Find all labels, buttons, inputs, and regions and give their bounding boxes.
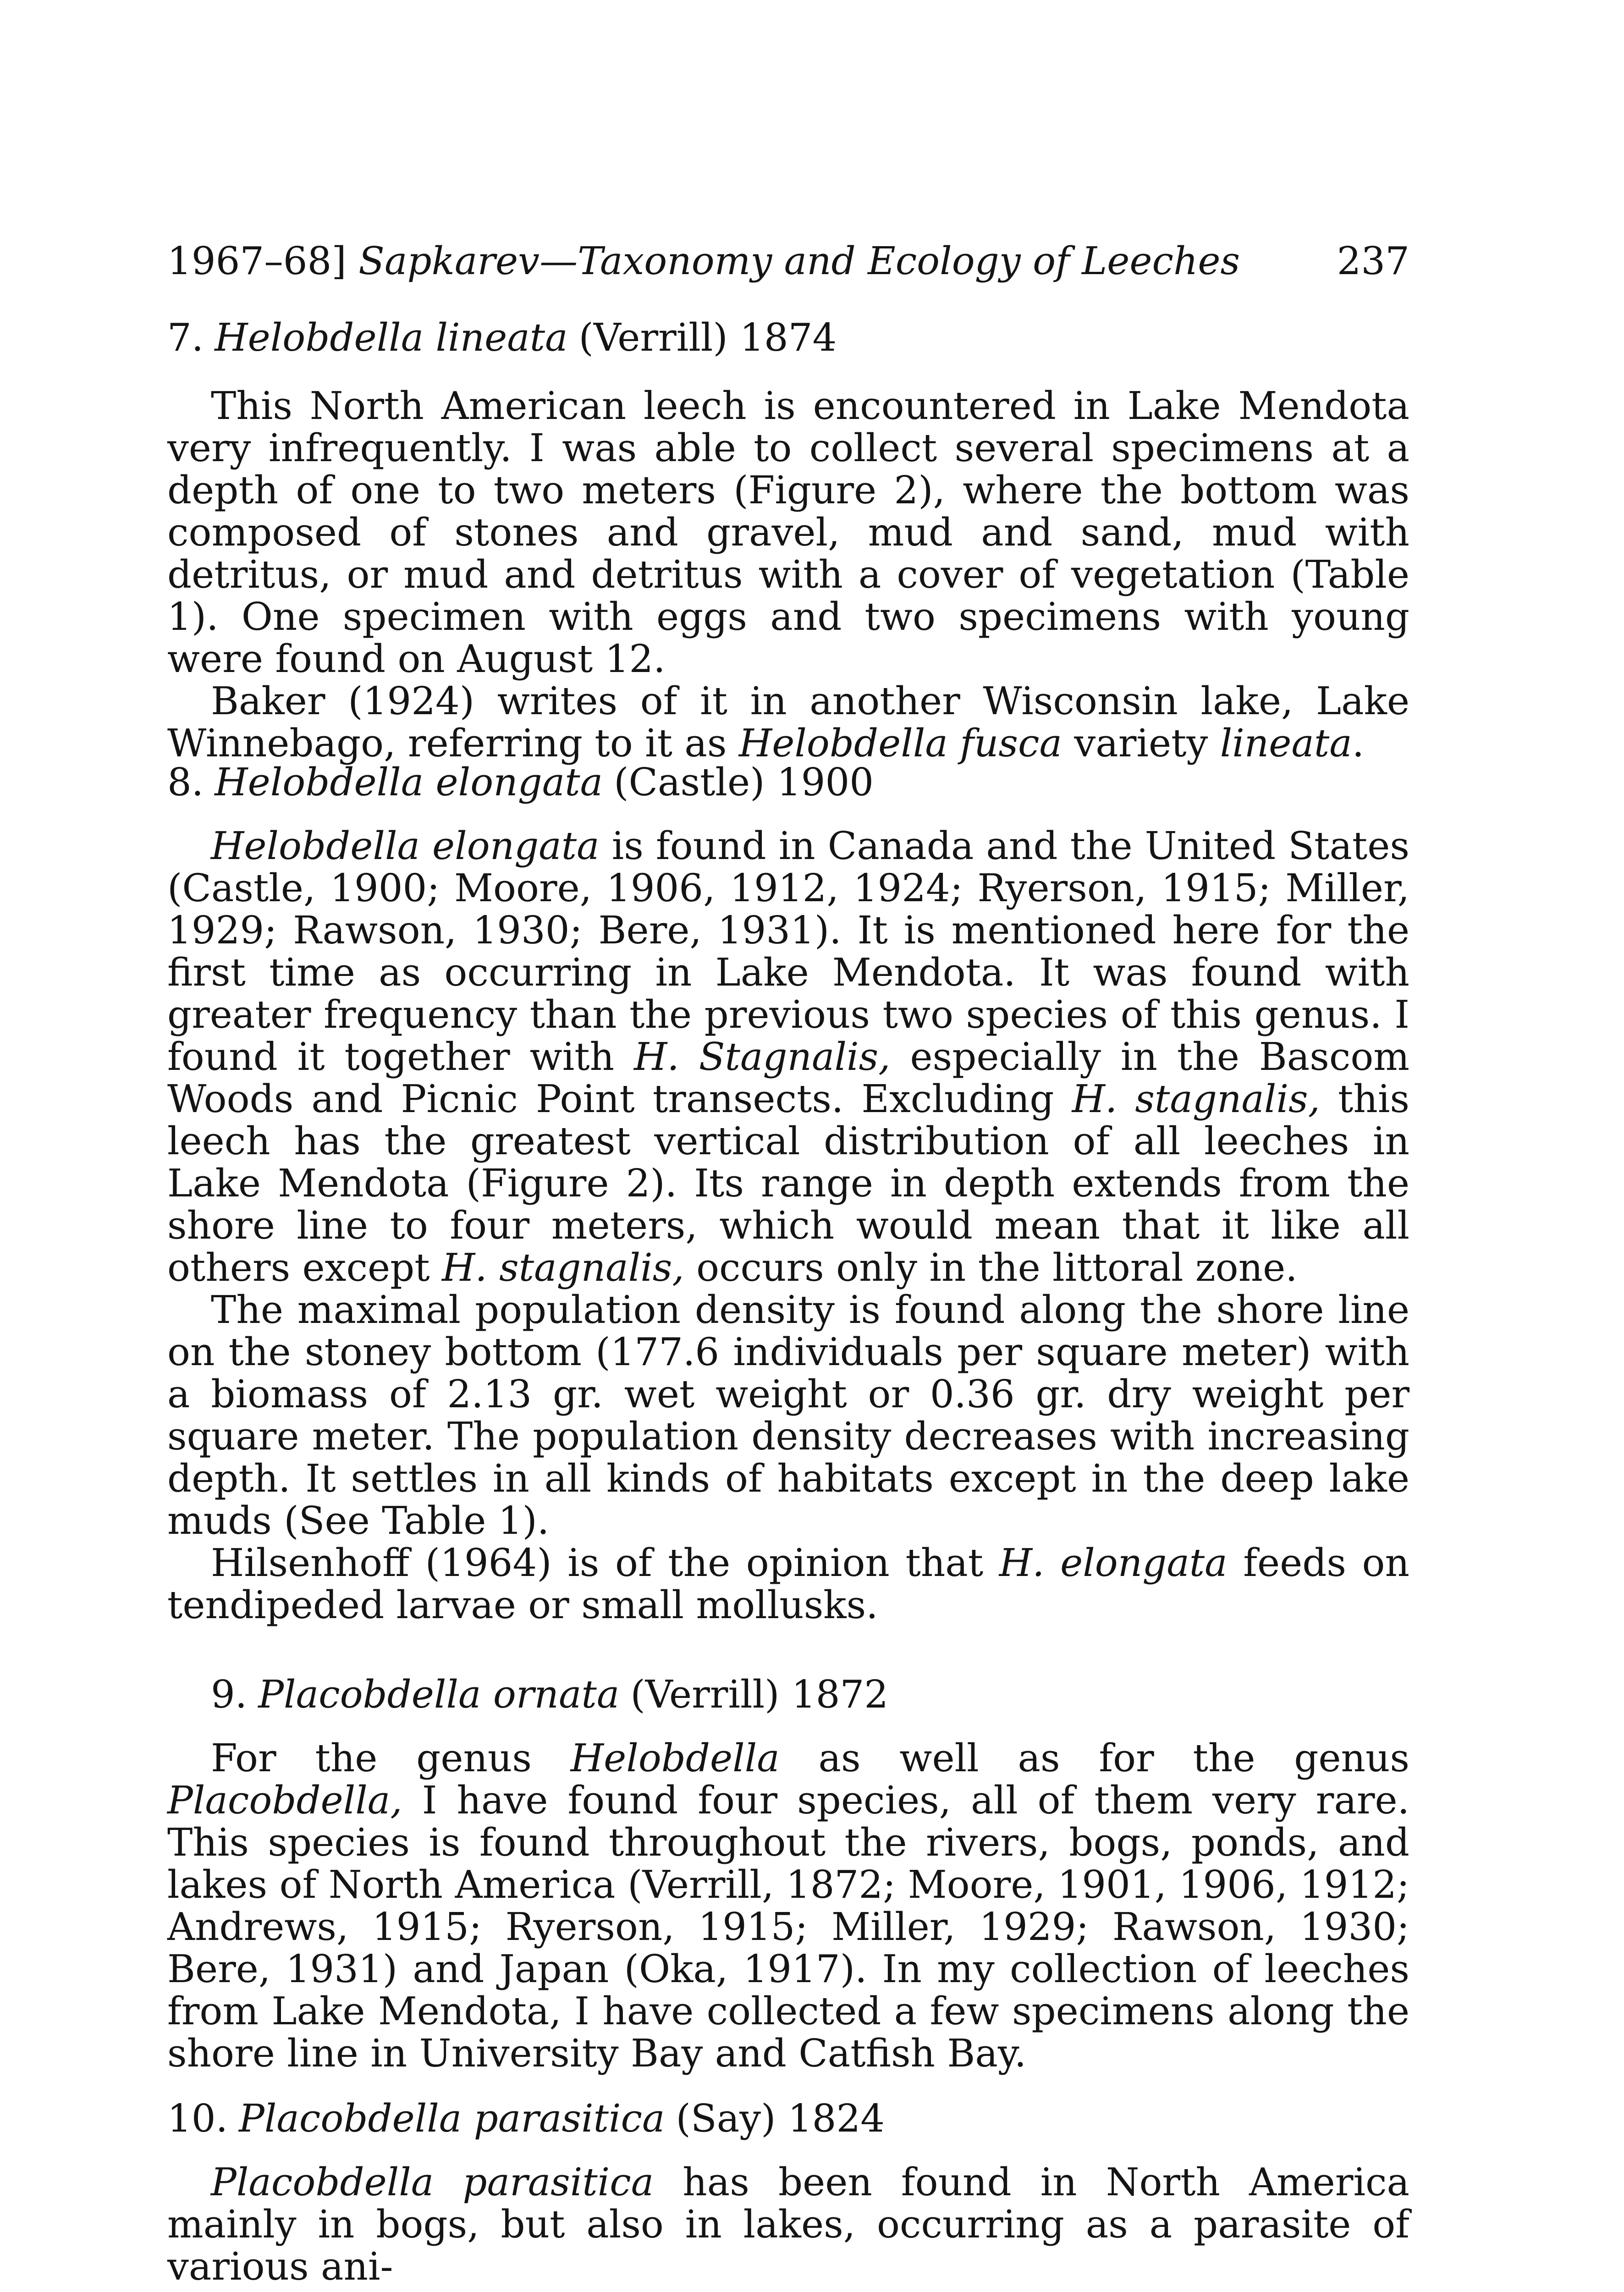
species-name: Placobdella ornata	[258, 1672, 620, 1717]
species-authority: (Say) 1824	[676, 2096, 885, 2141]
running-title: Sapkarev—Taxonomy and Ecology of Leeches	[358, 239, 1240, 283]
species-authority: (Verrill) 1874	[578, 315, 837, 360]
species-number: 8.	[167, 760, 204, 804]
species-number: 7.	[167, 315, 204, 360]
paragraph: Helobdella elongata is found in Canada and the United States (Castle, 1900; Moore, 1906, 1912, 1924; Ryerson, 1915; Miller, 1929; Rawson, 1930; Bere, 1931). It is mentioned here for the first time as occurring in Lake Mendota. It was found with greater frequency than the previous two species of this genus. I found it together with H. Stagnalis, especially in the Bascom Woods and Picnic Point transects. Excluding H. stagnalis, this leech has the greatest vertical distribution of all leeches in Lake Mendota (Figure 2). Its range in depth extends from the shore line to four meters, which would mean that it like all others except H. stagnalis, occurs only in the littoral zone.	[167, 824, 1409, 1290]
section-10-body	[167, 2161, 1409, 2288]
section-8-body	[167, 825, 1409, 1626]
section-placobdella-parasitica	[167, 2097, 1409, 2140]
section-helobdella-lineata	[167, 316, 1409, 359]
species-name: Helobdella elongata	[215, 760, 603, 804]
species-authority: (Verrill) 1872	[630, 1672, 889, 1717]
species-heading	[167, 2097, 1409, 2140]
section-9-body	[167, 1737, 1409, 2075]
paragraph: Placobdella parasitica has been found in North America mainly in bogs, but also in lakes, occurring as a parasite of various ani-	[167, 2160, 1409, 2289]
volume-years: 1967–68]	[167, 239, 347, 283]
paragraph: For the genus Helobdella as well as for the genus Placobdella, I have found four species, all of them very rare. This species is found throughout the rivers, bogs, ponds, and lakes of North America (Verrill, 1872; Moore, 1901, 1906, 1912; Andrews, 1915; Ryerson, 1915; Miller, 1929; Rawson, 1930; Bere, 1931) and Japan (Oka, 1917). In my collection of leeches from Lake Mendota, I have collected a few specimens along the shore line in University Bay and Catfish Bay.	[167, 1736, 1410, 2076]
section-helobdella-elongata	[167, 761, 1409, 804]
paragraph: The maximal population density is found along the shore line on the stoney bottom (177.6 individuals per square meter) with a biomass of 2.13 gr. wet weight or 0.36 gr. dry weight per square meter. The population density decreases with increasing depth. It settles in all kinds of habitats except in the deep lake muds (See Table 1).	[167, 1288, 1409, 1543]
species-authority: (Castle) 1900	[614, 760, 874, 804]
section-7-body	[167, 385, 1409, 765]
paragraph: Hilsenhoff (1964) is of the opinion that H. elongata feeds on tendipeded larvae or small mollusks.	[167, 1541, 1409, 1627]
running-header-left	[167, 234, 1240, 289]
running-header	[167, 234, 1409, 289]
species-heading	[167, 1673, 1409, 1716]
species-heading	[167, 761, 1409, 804]
species-heading	[167, 316, 1409, 359]
page-number: 237	[1337, 239, 1409, 283]
paragraph: This North American leech is encountered in Lake Mendota very infrequently. I was able to collect several specimens at a depth of one to two meters (Figure 2), where the bottom was composed of stones and gravel, mud and sand, mud with detritus, or mud and detritus with a cover of vegetation (Table 1). One specimen with eggs and two specimens with young were found on August 12.	[167, 384, 1409, 681]
species-name: Helobdella lineata	[215, 315, 568, 360]
species-number: 10.	[167, 2096, 228, 2141]
species-number: 9.	[211, 1672, 248, 1717]
section-placobdella-ornata	[167, 1673, 1409, 1716]
paragraph: Baker (1924) writes of it in another Wisconsin lake, Lake Winnebago, referring to it as Helobdella fusca variety lineata.	[167, 679, 1409, 766]
species-name: Placobdella parasitica	[239, 2096, 665, 2141]
